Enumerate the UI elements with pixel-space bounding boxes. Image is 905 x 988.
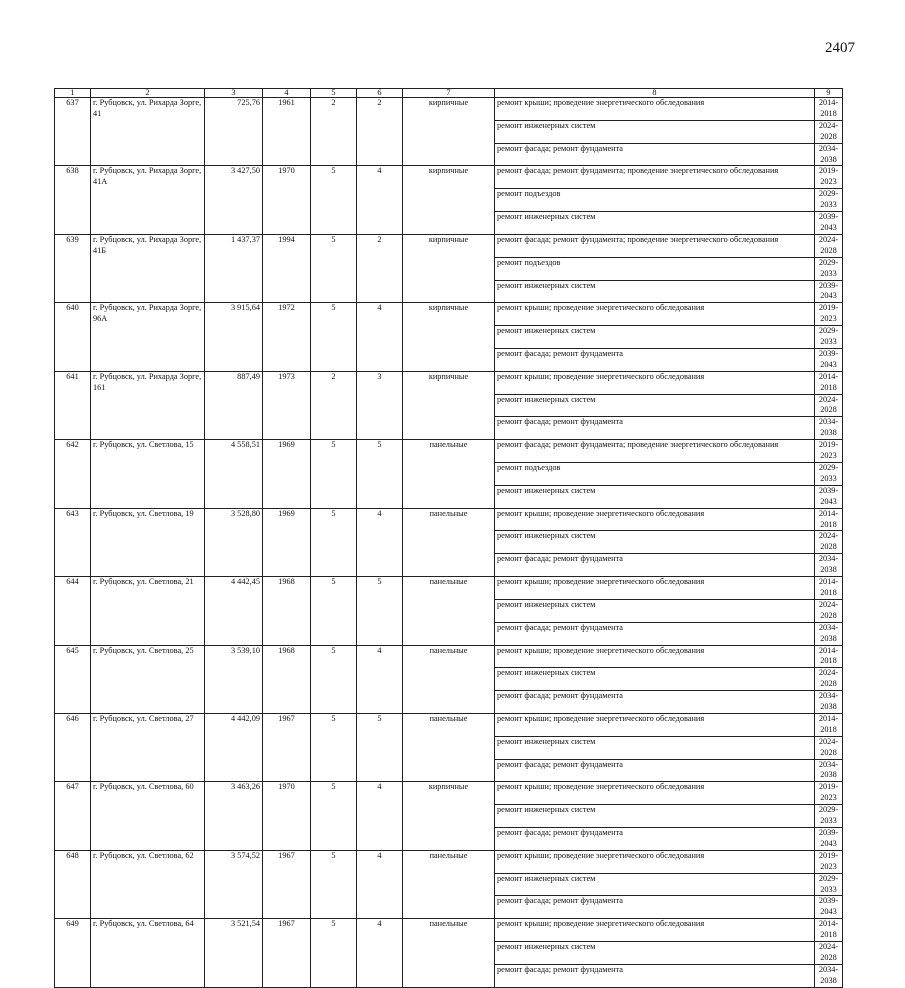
row-number-cell: 641 [55,371,91,439]
period-cell: 2024-2028 [815,599,843,622]
floors-cell: 5 [311,782,357,850]
entrances-cell: 5 [357,713,403,781]
row-number-cell: 643 [55,508,91,576]
period-cell: 2034-2038 [815,554,843,577]
address-cell: г. Рубцовск, ул. Светлова, 60 [91,782,205,850]
work-type-cell: ремонт фасада; ремонт фундамента; проведение энергетического обследования [495,440,815,463]
work-type-cell: ремонт фасада; ремонт фундамента [495,964,815,987]
period-cell: 2034-2038 [815,759,843,782]
work-type-cell: ремонт крыши; проведение энергетического обследования [495,850,815,873]
area-cell: 3 427,50 [205,166,263,234]
work-type-cell: ремонт инженерных систем [495,531,815,554]
address-cell: г. Рубцовск, ул. Рихарда Зорге, 96А [91,303,205,371]
address-cell: г. Рубцовск, ул. Светлова, 15 [91,440,205,508]
area-cell: 4 442,45 [205,577,263,645]
work-type-cell: ремонт фасада; ремонт фундамента [495,143,815,166]
wall-material-cell: панельные [403,645,495,713]
year-cell: 1968 [263,645,311,713]
row-number-cell: 639 [55,234,91,302]
work-type-cell: ремонт фасада; ремонт фундамента; проведение энергетического обследования [495,166,815,189]
entrances-cell: 2 [357,98,403,166]
work-type-cell: ремонт инженерных систем [495,942,815,965]
period-cell: 2034-2038 [815,417,843,440]
table-row [55,303,843,326]
table-row [55,440,843,463]
work-type-cell: ремонт крыши; проведение энергетического обследования [495,782,815,805]
column-header: 7 [403,89,495,98]
period-cell: 2014-2018 [815,577,843,600]
table-row [55,577,843,600]
floors-cell: 5 [311,440,357,508]
floors-cell: 5 [311,919,357,987]
table-row [55,234,843,257]
address-cell: г. Рубцовск, ул. Светлова, 21 [91,577,205,645]
area-cell: 3 915,64 [205,303,263,371]
address-cell: г. Рубцовск, ул. Светлова, 64 [91,919,205,987]
row-number-cell: 637 [55,98,91,166]
year-cell: 1994 [263,234,311,302]
area-cell: 3 528,80 [205,508,263,576]
column-header: 2 [91,89,205,98]
period-cell: 2019-2023 [815,303,843,326]
year-cell: 1970 [263,782,311,850]
address-cell: г. Рубцовск, ул. Рихарда Зорге, 41 [91,98,205,166]
table-row [55,919,843,942]
table-row [55,850,843,873]
area-cell: 3 463,26 [205,782,263,850]
period-cell: 2029-2033 [815,805,843,828]
period-cell: 2024-2028 [815,531,843,554]
year-cell: 1973 [263,371,311,439]
period-cell: 2029-2033 [815,326,843,349]
table-row [55,166,843,189]
work-type-cell: ремонт инженерных систем [495,212,815,235]
table-row [55,713,843,736]
table-row [55,645,843,668]
row-number-cell: 647 [55,782,91,850]
year-cell: 1968 [263,577,311,645]
work-type-cell: ремонт крыши; проведение энергетического обследования [495,919,815,942]
period-cell: 2034-2038 [815,143,843,166]
period-cell: 2019-2023 [815,850,843,873]
work-type-cell: ремонт инженерных систем [495,326,815,349]
work-type-cell: ремонт инженерных систем [495,599,815,622]
area-cell: 3 521,54 [205,919,263,987]
year-cell: 1967 [263,919,311,987]
column-number-row [55,89,843,98]
work-type-cell: ремонт фасада; ремонт фундамента [495,622,815,645]
wall-material-cell: кирпичные [403,234,495,302]
period-cell: 2029-2033 [815,463,843,486]
address-cell: г. Рубцовск, ул. Рихарда Зорге, 41А [91,166,205,234]
period-cell: 2039-2043 [815,485,843,508]
period-cell: 2014-2018 [815,98,843,121]
year-cell: 1969 [263,440,311,508]
year-cell: 1969 [263,508,311,576]
address-cell: г. Рубцовск, ул. Светлова, 19 [91,508,205,576]
period-cell: 2014-2018 [815,371,843,394]
work-type-cell: ремонт инженерных систем [495,485,815,508]
row-number-cell: 646 [55,713,91,781]
work-type-cell: ремонт инженерных систем [495,873,815,896]
entrances-cell: 4 [357,166,403,234]
year-cell: 1972 [263,303,311,371]
period-cell: 2019-2023 [815,782,843,805]
wall-material-cell: панельные [403,440,495,508]
period-cell: 2019-2023 [815,166,843,189]
row-number-cell: 640 [55,303,91,371]
period-cell: 2024-2028 [815,942,843,965]
period-cell: 2024-2028 [815,120,843,143]
table-row [55,508,843,531]
housing-register-table [54,88,843,988]
work-type-cell: ремонт инженерных систем [495,120,815,143]
work-type-cell: ремонт инженерных систем [495,805,815,828]
row-number-cell: 644 [55,577,91,645]
wall-material-cell: кирпичные [403,98,495,166]
period-cell: 2039-2043 [815,896,843,919]
period-cell: 2039-2043 [815,280,843,303]
period-cell: 2039-2043 [815,828,843,851]
period-cell: 2029-2033 [815,189,843,212]
row-number-cell: 648 [55,850,91,918]
period-cell: 2029-2033 [815,873,843,896]
row-number-cell: 645 [55,645,91,713]
work-type-cell: ремонт подъездов [495,463,815,486]
floors-cell: 5 [311,234,357,302]
address-cell: г. Рубцовск, ул. Рихарда Зорге, 161 [91,371,205,439]
entrances-cell: 5 [357,440,403,508]
floors-cell: 2 [311,98,357,166]
year-cell: 1967 [263,713,311,781]
entrances-cell: 4 [357,850,403,918]
wall-material-cell: кирпичные [403,303,495,371]
table-row [55,782,843,805]
work-type-cell: ремонт крыши; проведение энергетического обследования [495,645,815,668]
entrances-cell: 5 [357,577,403,645]
column-header: 1 [55,89,91,98]
work-type-cell: ремонт инженерных систем [495,736,815,759]
address-cell: г. Рубцовск, ул. Светлова, 62 [91,850,205,918]
period-cell: 2039-2043 [815,212,843,235]
entrances-cell: 4 [357,919,403,987]
wall-material-cell: панельные [403,508,495,576]
page-number: 2407 [825,40,855,56]
period-cell: 2014-2018 [815,508,843,531]
entrances-cell: 4 [357,508,403,576]
floors-cell: 5 [311,850,357,918]
work-type-cell: ремонт крыши; проведение энергетического обследования [495,508,815,531]
entrances-cell: 2 [357,234,403,302]
wall-material-cell: кирпичные [403,166,495,234]
period-cell: 2024-2028 [815,668,843,691]
wall-material-cell: панельные [403,713,495,781]
area-cell: 1 437,37 [205,234,263,302]
period-cell: 2034-2038 [815,691,843,714]
floors-cell: 5 [311,577,357,645]
work-type-cell: ремонт инженерных систем [495,394,815,417]
address-cell: г. Рубцовск, ул. Светлова, 25 [91,645,205,713]
wall-material-cell: панельные [403,577,495,645]
table-row [55,98,843,121]
year-cell: 1961 [263,98,311,166]
work-type-cell: ремонт крыши; проведение энергетического обследования [495,303,815,326]
period-cell: 2014-2018 [815,645,843,668]
wall-material-cell: панельные [403,850,495,918]
work-type-cell: ремонт крыши; проведение энергетического обследования [495,371,815,394]
period-cell: 2014-2018 [815,713,843,736]
work-type-cell: ремонт крыши; проведение энергетического обследования [495,98,815,121]
table-row [55,371,843,394]
area-cell: 4 558,51 [205,440,263,508]
floors-cell: 5 [311,713,357,781]
wall-material-cell: кирпичные [403,371,495,439]
floors-cell: 5 [311,166,357,234]
work-type-cell: ремонт фасада; ремонт фундамента [495,691,815,714]
work-type-cell: ремонт подъездов [495,257,815,280]
area-cell: 4 442,09 [205,713,263,781]
work-type-cell: ремонт фасада; ремонт фундамента [495,759,815,782]
period-cell: 2034-2038 [815,964,843,987]
wall-material-cell: кирпичные [403,782,495,850]
row-number-cell: 638 [55,166,91,234]
work-type-cell: ремонт фасада; ремонт фундамента [495,554,815,577]
year-cell: 1970 [263,166,311,234]
address-cell: г. Рубцовск, ул. Рихарда Зорге, 41Б [91,234,205,302]
period-cell: 2029-2033 [815,257,843,280]
work-type-cell: ремонт фасада; ремонт фундамента; проведение энергетического обследования [495,234,815,257]
column-header: 3 [205,89,263,98]
column-header: 8 [495,89,815,98]
period-cell: 2014-2018 [815,919,843,942]
work-type-cell: ремонт крыши; проведение энергетического обследования [495,577,815,600]
entrances-cell: 4 [357,645,403,713]
work-type-cell: ремонт фасада; ремонт фундамента [495,348,815,371]
work-type-cell: ремонт подъездов [495,189,815,212]
period-cell: 2039-2043 [815,348,843,371]
area-cell: 3 574,52 [205,850,263,918]
row-number-cell: 649 [55,919,91,987]
floors-cell: 5 [311,645,357,713]
period-cell: 2034-2038 [815,622,843,645]
work-type-cell: ремонт инженерных систем [495,280,815,303]
entrances-cell: 4 [357,782,403,850]
year-cell: 1967 [263,850,311,918]
area-cell: 725,76 [205,98,263,166]
column-header: 5 [311,89,357,98]
column-header: 9 [815,89,843,98]
area-cell: 887,49 [205,371,263,439]
row-number-cell: 642 [55,440,91,508]
entrances-cell: 3 [357,371,403,439]
work-type-cell: ремонт инженерных систем [495,668,815,691]
period-cell: 2024-2028 [815,394,843,417]
floors-cell: 5 [311,508,357,576]
work-type-cell: ремонт крыши; проведение энергетического обследования [495,713,815,736]
column-header: 4 [263,89,311,98]
entrances-cell: 4 [357,303,403,371]
floors-cell: 5 [311,303,357,371]
floors-cell: 2 [311,371,357,439]
work-type-cell: ремонт фасада; ремонт фундамента [495,896,815,919]
column-header: 6 [357,89,403,98]
area-cell: 3 539,10 [205,645,263,713]
address-cell: г. Рубцовск, ул. Светлова, 27 [91,713,205,781]
wall-material-cell: панельные [403,919,495,987]
period-cell: 2024-2028 [815,736,843,759]
work-type-cell: ремонт фасада; ремонт фундамента [495,417,815,440]
period-cell: 2024-2028 [815,234,843,257]
work-type-cell: ремонт фасада; ремонт фундамента [495,828,815,851]
period-cell: 2019-2023 [815,440,843,463]
